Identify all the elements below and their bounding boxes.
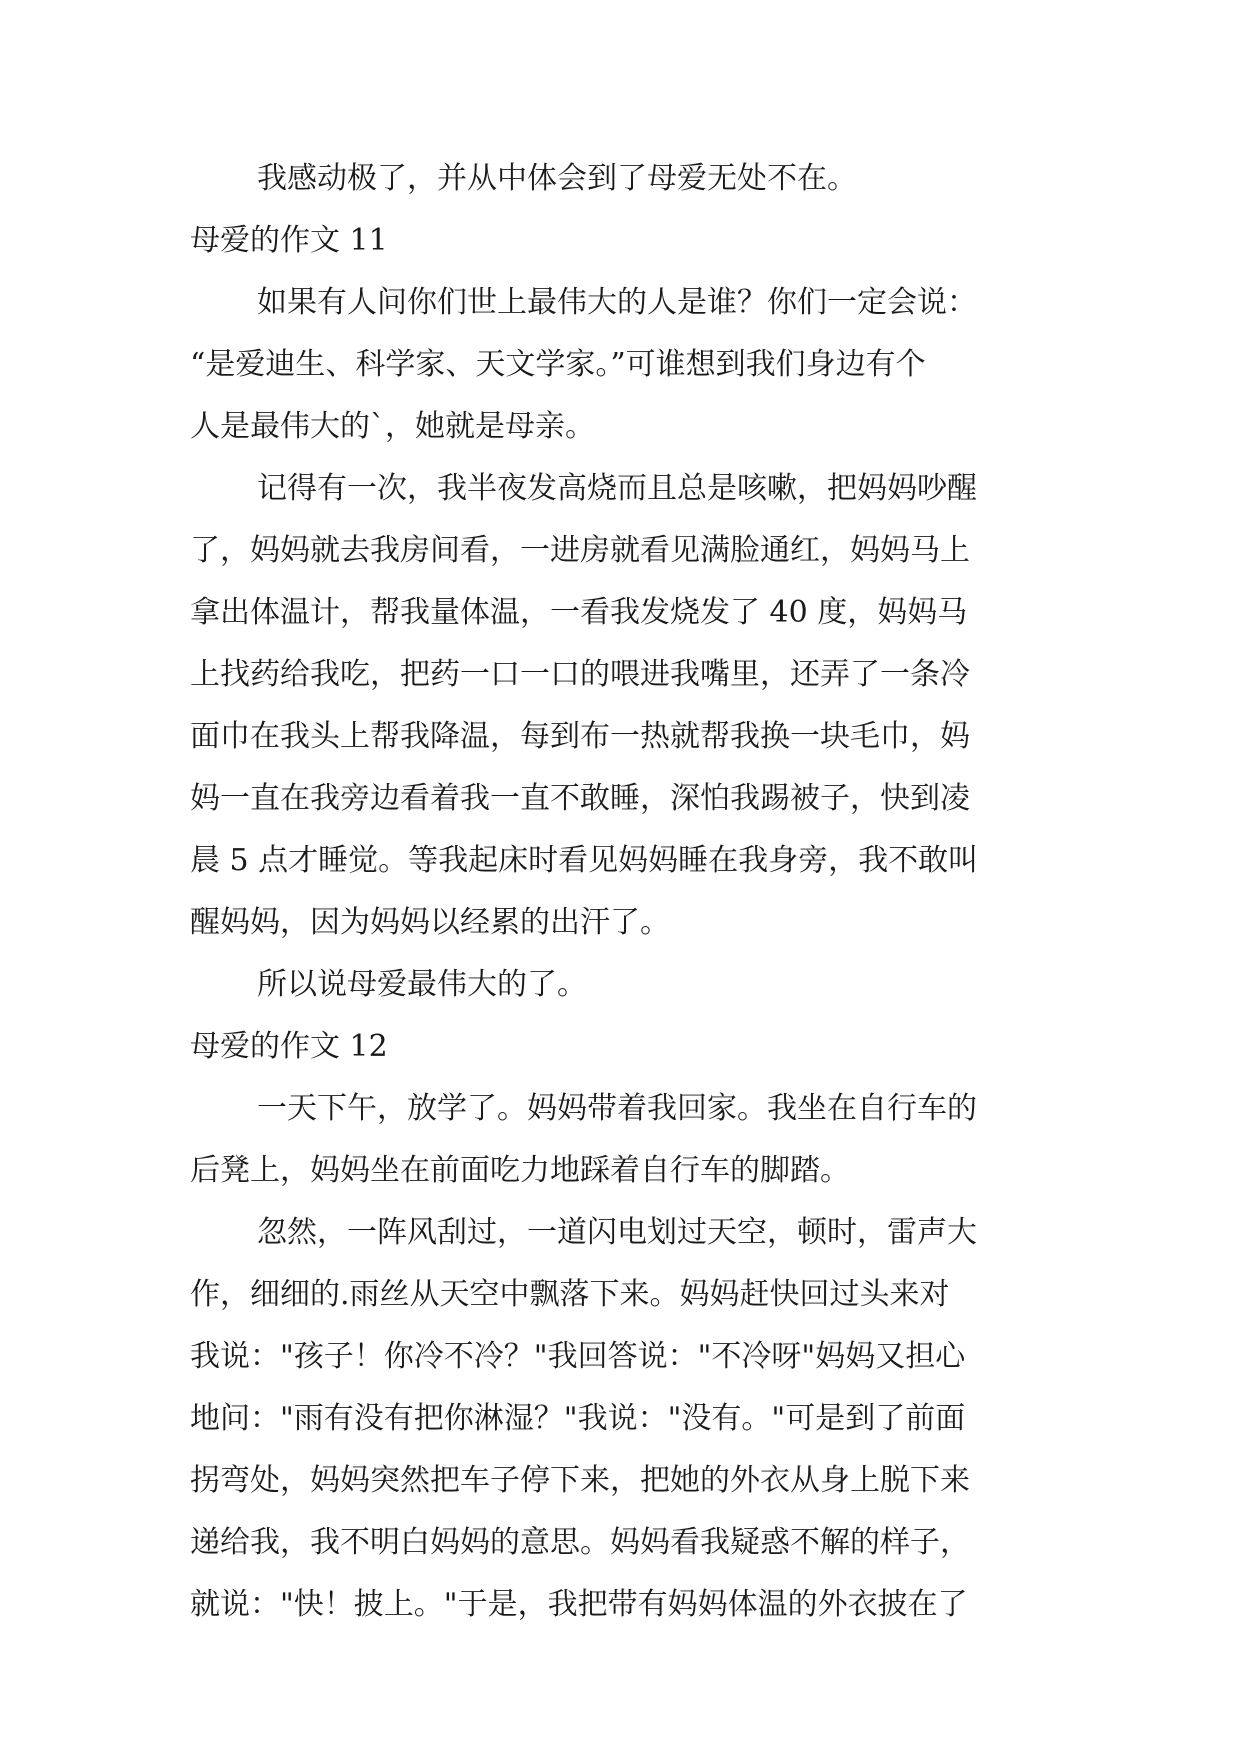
text-line: 人是最伟大的`，她就是母亲。 — [190, 409, 595, 444]
section-title: 母爱的作文 11 — [190, 223, 388, 258]
text-line: 记得有一次，我半夜发高烧而且总是咳嗽，把妈妈吵醒 — [257, 471, 977, 506]
text-line: 如果有人问你们世上最伟大的人是谁？你们一定会说： — [257, 285, 977, 320]
document-page — [190, 148, 1050, 1636]
paragraph — [190, 458, 1050, 954]
text-line: 妈一直在我旁边看着我一直不敢睡，深怕我踢被子，快到凌 — [190, 781, 970, 816]
text-line: 后凳上，妈妈坐在前面吃力地踩着自行车的脚踏。 — [190, 1153, 850, 1188]
text-line: 一天下午，放学了。妈妈带着我回家。我坐在自行车的 — [257, 1091, 977, 1126]
paragraph — [190, 1202, 1050, 1636]
text-line: 我感动极了，并从中体会到了母爱无处不在。 — [257, 161, 857, 196]
text-line: 拐弯处，妈妈突然把车子停下来，把她的外衣从身上脱下来 — [190, 1463, 970, 1498]
text-line: 拿出体温计，帮我量体温，一看我发烧发了 40 度，妈妈马 — [190, 595, 968, 630]
text-line: 地问："雨有没有把你淋湿？"我说："没有。"可是到了前面 — [190, 1401, 966, 1436]
text-line: 了，妈妈就去我房间看，一进房就看见满脸通红，妈妈马上 — [190, 533, 970, 568]
text-line: 递给我，我不明白妈妈的意思。妈妈看我疑惑不解的样子， — [190, 1525, 970, 1560]
paragraph — [190, 954, 1050, 1016]
paragraph — [190, 272, 1050, 458]
text-line: 面巾在我头上帮我降温，每到布一热就帮我换一块毛巾，妈 — [190, 719, 970, 754]
text-line: 醒妈妈，因为妈妈以经累的出汗了。 — [190, 905, 670, 940]
text-line: 晨 5 点才睡觉。等我起床时看见妈妈睡在我身旁，我不敢叫 — [190, 843, 979, 878]
section-title: 母爱的作文 12 — [190, 1029, 388, 1064]
text-line: 忽然，一阵风刮过，一道闪电划过天空，顿时，雷声大 — [257, 1215, 977, 1250]
text-line: 我说："孩子！你冷不冷？"我回答说："不冷呀"妈妈又担心 — [190, 1339, 966, 1374]
paragraph — [190, 148, 1050, 210]
text-line: “是爱迪生、科学家、天文学家。”可谁想到我们身边有个 — [190, 347, 926, 382]
text-line: 就说："快！披上。"于是，我把带有妈妈体温的外衣披在了 — [190, 1587, 968, 1622]
text-line: 上找药给我吃，把药一口一口的喂进我嘴里，还弄了一条冷 — [190, 657, 970, 692]
text-line: 作，细细的.雨丝从天空中飘落下来。妈妈赶快回过头来对 — [190, 1277, 950, 1312]
text-line: 所以说母爱最伟大的了。 — [257, 967, 587, 1002]
paragraph — [190, 1078, 1050, 1202]
